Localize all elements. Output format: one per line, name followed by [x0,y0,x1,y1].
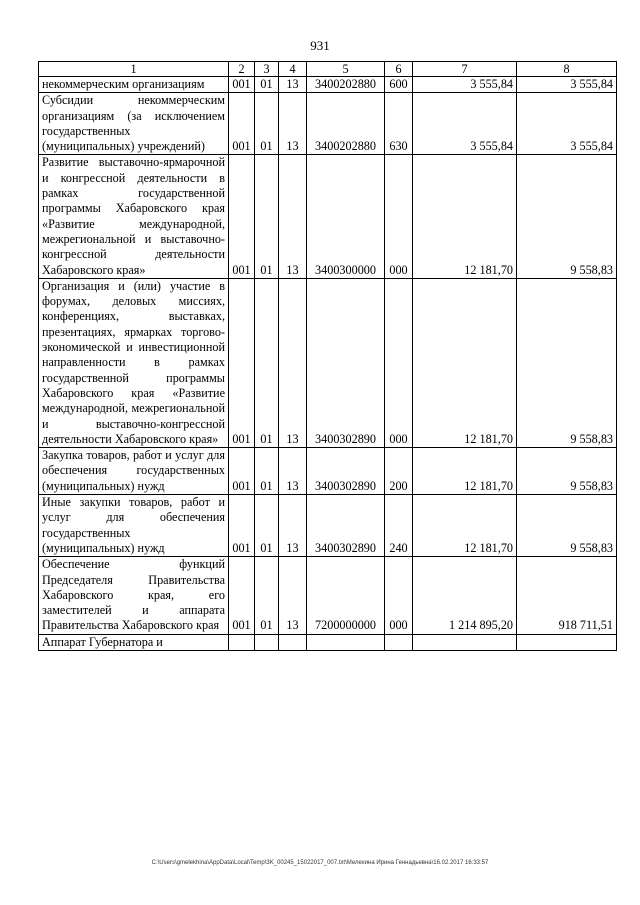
row-code-cell [385,634,413,650]
row-amount-cell: 3 555,84 [413,77,517,93]
row-code-cell: 01 [255,495,279,557]
row-code-cell [279,634,307,650]
row-code-cell: 001 [229,448,255,495]
row-name-cell: Организация и (или) участие в форумах, деловых миссиях, конференциях, выставках, презентациях, ярмарках торгово-экономической и инвестиционной направленности в рамках государственной программы Хабаровского края «Развитие международной, межрегиональной и выставочно-конгрессной деятельности Хабаровского края» [39,278,229,447]
row-code-cell: 630 [385,93,413,155]
row-name-cell: Развитие выставочно-ярмарочной и конгрессной деятельности в рамках государственной программы Хабаровского края «Развитие международной, межрегиональной и выставочно-конгрессной деятельности Хабаровского края» [39,155,229,278]
row-code-cell: 01 [255,557,279,634]
row-name-cell: Субсидии некоммерческим организациям (за исключением государственных (муниципальных) учреждений) [39,93,229,155]
budget-table [38,61,617,651]
row-code-cell: 000 [385,278,413,447]
table-row [39,155,617,278]
file-path-footer: C:\Users\gmelekhina\AppData\Local\Temp\3K_00245_15022017_007.txt\Мелехина Ирина Геннадьевна\16.02.2017 16:33:57 [151,860,489,866]
row-code-cell [255,634,279,650]
table-row [39,495,617,557]
row-amount-cell: 918 711,51 [517,557,617,634]
table-row [39,634,617,650]
page-number: 931 [310,38,330,53]
row-amount-cell: 3 555,84 [517,93,617,155]
row-code-cell: 200 [385,448,413,495]
row-amount-cell: 9 558,83 [517,278,617,447]
row-code-cell [307,634,385,650]
header-col-2: 2 [229,62,255,77]
row-code-cell: 13 [279,77,307,93]
row-code-cell: 3400202880 [307,77,385,93]
row-name-cell: Закупка товаров, работ и услуг для обеспечения государственных (муниципальных) нужд [39,448,229,495]
row-code-cell: 001 [229,77,255,93]
row-name-cell: некоммерческим организациям [39,77,229,93]
row-code-cell: 600 [385,77,413,93]
row-amount-cell: 12 181,70 [413,278,517,447]
header-col-5: 5 [307,62,385,77]
row-code-cell: 13 [279,155,307,278]
row-code-cell: 13 [279,448,307,495]
row-code-cell: 01 [255,93,279,155]
row-amount-cell [517,634,617,650]
row-amount-cell [413,634,517,650]
row-code-cell: 13 [279,278,307,447]
row-code-cell: 3400202880 [307,93,385,155]
row-code-cell: 001 [229,557,255,634]
row-code-cell [229,634,255,650]
row-code-cell: 01 [255,448,279,495]
row-name-cell: Обеспечение функций Председателя Правительства Хабаровского края, его заместителей и аппарата Правительства Хабаровского края [39,557,229,634]
row-code-cell: 001 [229,93,255,155]
row-code-cell: 000 [385,557,413,634]
row-code-cell: 000 [385,155,413,278]
row-amount-cell: 9 558,83 [517,448,617,495]
row-code-cell: 13 [279,557,307,634]
row-amount-cell: 3 555,84 [517,77,617,93]
row-amount-cell: 12 181,70 [413,155,517,278]
header-col-3: 3 [255,62,279,77]
table-row [39,77,617,93]
row-name-cell: Иные закупки товаров, работ и услуг для обеспечения государственных (муниципальных) нужд [39,495,229,557]
header-col-1: 1 [39,62,229,77]
row-code-cell: 001 [229,278,255,447]
row-amount-cell: 9 558,83 [517,155,617,278]
header-col-4: 4 [279,62,307,77]
row-code-cell: 3400300000 [307,155,385,278]
row-code-cell: 01 [255,77,279,93]
row-code-cell: 01 [255,278,279,447]
table-row [39,278,617,447]
row-code-cell: 3400302890 [307,448,385,495]
row-code-cell: 3400302890 [307,495,385,557]
header-col-7: 7 [413,62,517,77]
header-col-8: 8 [517,62,617,77]
row-code-cell: 13 [279,495,307,557]
row-code-cell: 13 [279,93,307,155]
row-code-cell: 3400302890 [307,278,385,447]
row-amount-cell: 12 181,70 [413,495,517,557]
row-amount-cell: 3 555,84 [413,93,517,155]
row-code-cell: 01 [255,155,279,278]
row-code-cell: 001 [229,155,255,278]
row-amount-cell: 1 214 895,20 [413,557,517,634]
table-row [39,448,617,495]
row-code-cell: 7200000000 [307,557,385,634]
row-code-cell: 001 [229,495,255,557]
header-col-6: 6 [385,62,413,77]
table-header-row [39,62,617,77]
row-amount-cell: 12 181,70 [413,448,517,495]
row-amount-cell: 9 558,83 [517,495,617,557]
row-name-cell: Аппарат Губернатора и [39,634,229,650]
row-code-cell: 240 [385,495,413,557]
table-row [39,93,617,155]
table-row [39,557,617,634]
